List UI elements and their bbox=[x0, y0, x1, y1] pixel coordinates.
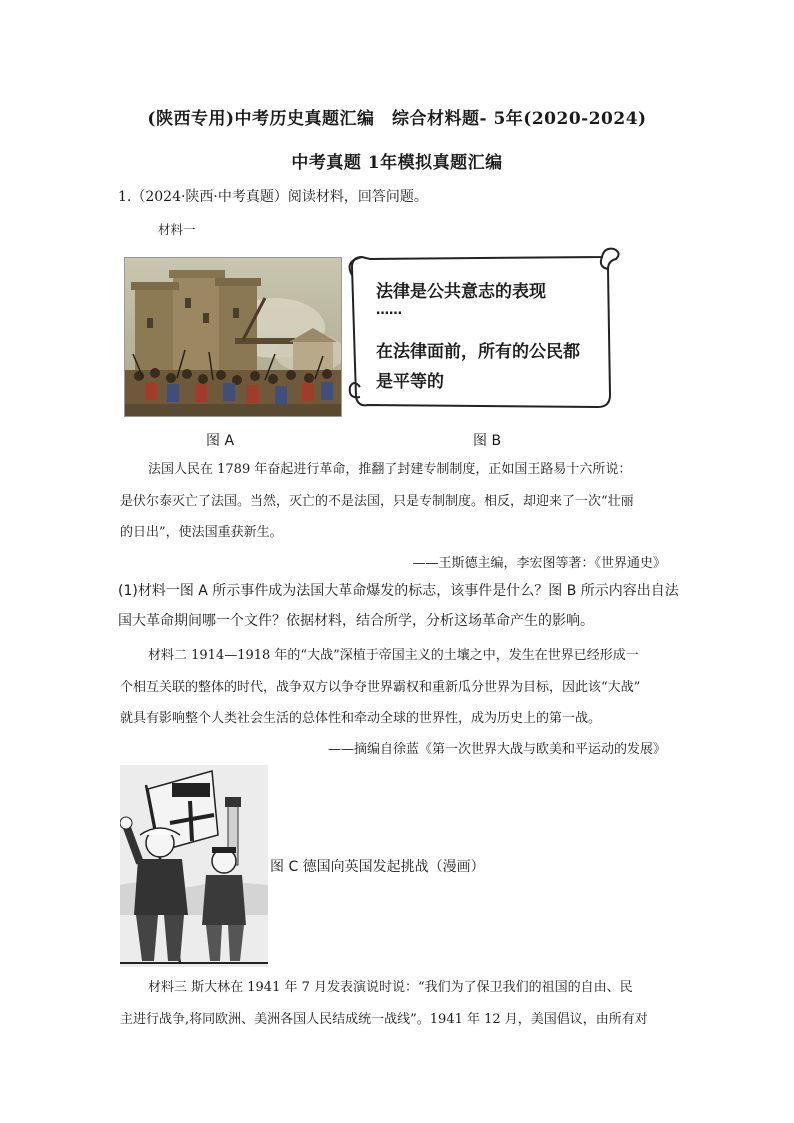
material-3-line-2: 主进行战争,将同欧洲、美洲各国人民结成统一战线”。1941 年 12 月，美国倡议，由所有对 bbox=[120, 1012, 648, 1027]
caption-figure-b: 图 B bbox=[473, 433, 502, 449]
material-1-source: ——王斯德主编，李宏图等著：《世界通史》 bbox=[412, 556, 666, 571]
bastille-painting-image bbox=[125, 258, 341, 416]
subquestion-1-line-2: 国大革命期间哪一个文件？依据材料，结合所学，分析这场革命产生的影响。 bbox=[118, 613, 594, 629]
subquestion-1-line-1: (1)材料一图 A 所示事件成为法国大革命爆发的标志，该事件是什么？图 B 所示内容出自法 bbox=[118, 583, 679, 599]
material-2-source: ——摘编自徐蓝《第一次世界大战与欧美和平运动的发展》 bbox=[327, 742, 666, 757]
material-2-line-3: 就具有影响整个人类社会生活的总体性和牵动全球的世界性，成为历史上的第一战。 bbox=[120, 711, 602, 726]
material-1-line-2: 是伏尔泰灭亡了法国。当然，灭亡的不是法国，只是专制制度。相反，却迎来了一次“壮丽 bbox=[120, 494, 634, 509]
material-1-label: 材料一 bbox=[158, 222, 196, 237]
material-1-line-3: 的日出”，使法国重获新生。 bbox=[120, 525, 283, 540]
figure-a-bastille-painting bbox=[124, 257, 342, 417]
caption-figure-a: 图 A bbox=[206, 433, 235, 449]
material-3-line-1: 材料三 斯大林在 1941 年 7 月发表演说时说：“我们为了保卫我们的祖国的自由、民 bbox=[148, 980, 633, 995]
material-2-line-1: 材料二 1914—1918 年的“大战”深植于帝国主义的土壤之中，发生在世界已经形成一 bbox=[148, 648, 639, 663]
document-title-line-2: 中考真题 1年模拟真题汇编 bbox=[291, 153, 503, 173]
material-2-line-2: 个相互关联的整体的时代，战争双方以争夺世界霸权和重新瓜分世界为目标，因此该“大战” bbox=[120, 680, 641, 695]
material-1-line-1: 法国人民在 1789 年奋起进行革命，推翻了封建专制制度，正如国王路易十六所说： bbox=[148, 462, 632, 477]
figure-c-cartoon bbox=[120, 765, 268, 967]
document-title-line-1: (陕西专用)中考历史真题汇编 综合材料题- 5年(2020-2024) bbox=[147, 109, 647, 129]
question-heading: 1.（2024·陕西·中考真题）阅读材料，回答问题。 bbox=[118, 189, 428, 205]
cartoon-image bbox=[120, 765, 268, 967]
scroll-line-1: 法律是公共意志的表现 bbox=[376, 282, 546, 302]
caption-figure-c: 图 C 德国向英国发起挑战（漫画） bbox=[270, 859, 485, 875]
scroll-line-2: …… bbox=[376, 303, 402, 318]
scroll-line-3: 在法律面前，所有的公民都 bbox=[376, 342, 580, 362]
figure-b-scroll bbox=[340, 247, 622, 413]
scroll-line-4: 是平等的 bbox=[376, 372, 444, 392]
